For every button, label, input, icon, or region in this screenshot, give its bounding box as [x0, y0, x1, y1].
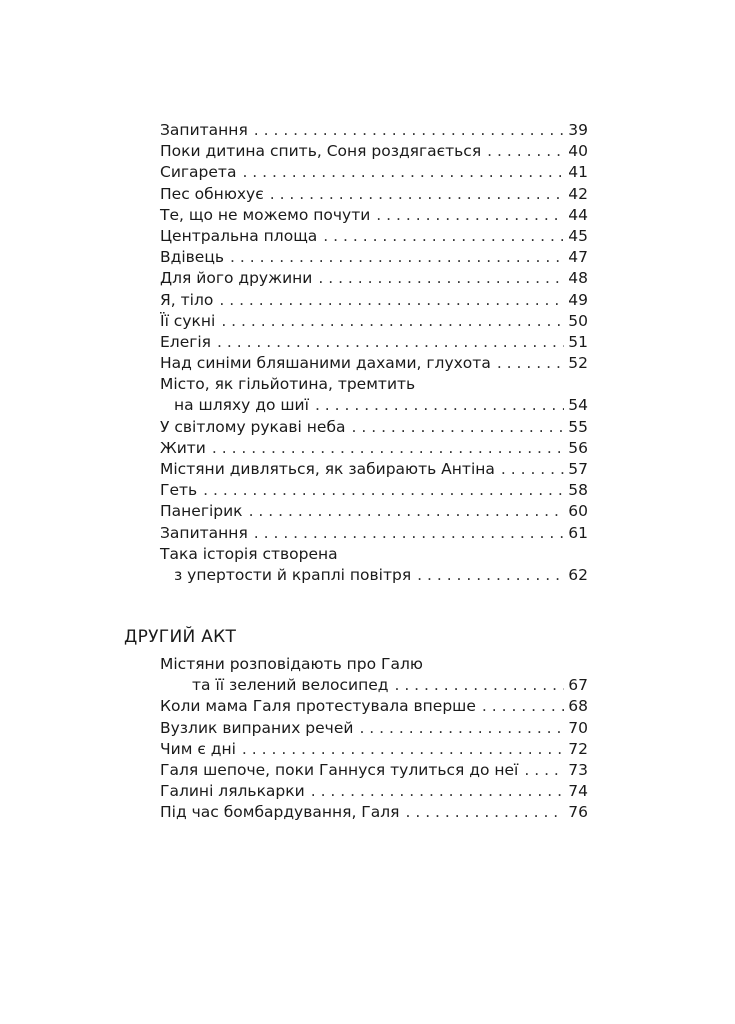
- toc-entry: [160, 696, 588, 717]
- toc-page-number: 61: [568, 523, 588, 542]
- dot-leader: [394, 675, 564, 696]
- toc-page-number: 62: [568, 565, 588, 584]
- dot-leader: [482, 696, 564, 717]
- dot-leader: [254, 523, 565, 544]
- toc-entry: [160, 417, 588, 438]
- toc-entry: [160, 141, 588, 162]
- toc-entry-title-continuation: на шляху до шиї: [174, 396, 309, 415]
- dot-leader: [497, 353, 564, 374]
- toc-entry-line: [160, 184, 588, 205]
- dot-leader: [359, 718, 564, 739]
- toc-entry-line: [160, 718, 588, 739]
- toc-entry-title: У світлому рукаві неба: [160, 417, 346, 436]
- toc-entry-title: Під час бомбардування, Галя: [160, 803, 400, 822]
- toc-entry: [160, 120, 588, 141]
- toc-page-number: 51: [568, 332, 588, 351]
- toc-entry-line: [160, 332, 588, 353]
- toc-entry-title: Я, тіло: [160, 290, 214, 309]
- toc-page-number: 52: [568, 354, 588, 373]
- toc-entry: [160, 247, 588, 268]
- toc-entry-line: [160, 438, 588, 459]
- toc-entry: [160, 523, 588, 544]
- toc-entry-title: Пес обнюхує: [160, 184, 264, 203]
- toc-entry-title: Її сукні: [160, 311, 216, 330]
- toc-entry-title: Те, що не можемо почути: [160, 205, 371, 224]
- toc-page-number: 47: [568, 248, 588, 267]
- toc-entry-title: Коли мама Галя протестувала вперше: [160, 697, 476, 716]
- toc-page-number: 73: [568, 760, 588, 779]
- toc-entry-title: Елегія: [160, 332, 212, 351]
- toc-page-number: 44: [568, 205, 588, 224]
- toc-entry-line: [160, 459, 588, 480]
- toc-page-number: 45: [568, 226, 588, 245]
- toc-entry-title-line: [160, 374, 588, 395]
- toc-entry-line: [160, 247, 588, 268]
- toc-entry-title-line: [160, 544, 588, 565]
- dot-leader: [217, 332, 564, 353]
- toc-entry: [160, 311, 588, 332]
- toc-page-number: 74: [568, 782, 588, 801]
- toc-entry-line: [160, 226, 588, 247]
- toc-entry-title-line: [160, 654, 588, 675]
- toc-entry: [160, 781, 588, 802]
- toc-entry-line: [160, 565, 588, 586]
- toc-entry-title-continuation: з упертости й краплі повітря: [174, 565, 412, 584]
- toc-entry-line: [160, 311, 588, 332]
- toc-entry-title: Вдівець: [160, 248, 225, 267]
- table-of-contents-part-2: [160, 654, 588, 824]
- toc-entry-title: Галині лялькарки: [160, 782, 305, 801]
- toc-page-number: 70: [568, 718, 588, 737]
- toc-entry: [160, 374, 588, 416]
- dot-leader: [406, 802, 565, 823]
- toc-entry-title: Для його дружини: [160, 269, 313, 288]
- toc-entry: [160, 760, 588, 781]
- toc-entry-title: Запитання: [160, 523, 248, 542]
- toc-page-number: 76: [568, 803, 588, 822]
- dot-leader: [352, 417, 565, 438]
- toc-entry-title: Така історія створена: [160, 544, 338, 563]
- toc-page-number: 60: [568, 502, 588, 521]
- toc-entry: [160, 501, 588, 522]
- toc-entry-line: [160, 501, 588, 522]
- toc-entry: [160, 162, 588, 183]
- toc-entry-title: Над синіми бляшаними дахами, глухота: [160, 354, 491, 373]
- toc-entry-title: Чим є дні: [160, 739, 236, 758]
- toc-entry-title: Вузлик випраних речей: [160, 718, 354, 737]
- toc-entry: [160, 353, 588, 374]
- dot-leader: [242, 739, 564, 760]
- dot-leader: [323, 226, 564, 247]
- dot-leader: [270, 184, 565, 205]
- dot-leader: [501, 459, 564, 480]
- toc-entry-line: [160, 417, 588, 438]
- toc-entry: [160, 205, 588, 226]
- toc-page-number: 50: [568, 311, 588, 330]
- dot-leader: [524, 760, 564, 781]
- toc-entry-line: [160, 205, 588, 226]
- dot-leader: [417, 565, 564, 586]
- toc-entry: [160, 290, 588, 311]
- toc-page-number: 42: [568, 184, 588, 203]
- dot-leader: [315, 395, 564, 416]
- toc-entry-title: Містяни дивляться, як забирають Антіна: [160, 460, 495, 478]
- toc-entry-line: [160, 523, 588, 544]
- toc-entry-title: Галя шепоче, поки Ганнуся тулиться до неї: [160, 760, 519, 779]
- toc-page-number: 72: [568, 739, 588, 758]
- toc-entry-line: [160, 781, 588, 802]
- toc-page-number: 54: [568, 396, 588, 415]
- toc-entry: [160, 459, 588, 480]
- dot-leader: [311, 781, 565, 802]
- dot-leader: [230, 247, 564, 268]
- dot-leader: [221, 311, 564, 332]
- toc-entry-title: Запитання: [160, 121, 248, 139]
- toc-entry: [160, 739, 588, 760]
- dot-leader: [376, 205, 564, 226]
- toc-entry-title: Місто, як гільйотина, тремтить: [160, 375, 416, 394]
- toc-page-number: 68: [568, 697, 588, 716]
- toc-entry-title: Містяни розповідають про Галю: [160, 655, 423, 673]
- toc-page-number: 55: [568, 417, 588, 436]
- toc-page-number: 40: [568, 142, 588, 161]
- toc-entry-line: [160, 162, 588, 183]
- toc-page-number: 49: [568, 290, 588, 309]
- toc-entry: [160, 544, 588, 586]
- dot-leader: [318, 268, 564, 289]
- toc-entry-title: Сигарета: [160, 163, 237, 182]
- toc-entry-title: Панегірик: [160, 502, 243, 521]
- dot-leader: [242, 162, 564, 183]
- toc-entry-line: [160, 739, 588, 760]
- toc-entry-line: [160, 480, 588, 501]
- toc-page-number: 57: [568, 460, 588, 478]
- toc-entry-line: [160, 395, 588, 416]
- toc-page-number: 56: [568, 438, 588, 457]
- toc-entry: [160, 802, 588, 823]
- toc-entry-line: [160, 141, 588, 162]
- toc-entry-line: [160, 802, 588, 823]
- toc-page-number: 67: [568, 676, 588, 695]
- table-of-contents-part-1: [160, 120, 588, 586]
- toc-entry-line: [160, 268, 588, 289]
- toc-entry-title: Поки дитина спить, Соня роздягається: [160, 142, 482, 161]
- dot-leader: [212, 438, 564, 459]
- toc-entry-title: Геть: [160, 481, 198, 500]
- toc-page-number: 41: [568, 163, 588, 182]
- toc-entry-title: Центральна площа: [160, 226, 318, 245]
- toc-entry-line: [160, 760, 588, 781]
- toc-entry-line: [160, 696, 588, 717]
- toc-entry-line: [160, 675, 588, 696]
- toc-page-number: 48: [568, 269, 588, 288]
- toc-entry-title-continuation: та її зелений велосипед: [192, 676, 389, 695]
- toc-page-number: 58: [568, 481, 588, 500]
- toc-page-number: 39: [568, 121, 588, 139]
- toc-entry-line: [160, 120, 588, 141]
- toc-entry-title: Жити: [160, 438, 206, 457]
- toc-entry: [160, 268, 588, 289]
- dot-leader: [219, 290, 564, 311]
- dot-leader: [249, 501, 565, 522]
- section-heading: ДРУГИЙ АКТ: [124, 627, 237, 647]
- toc-entry-line: [160, 353, 588, 374]
- toc-entry: [160, 332, 588, 353]
- toc-entry: [160, 480, 588, 501]
- dot-leader: [254, 120, 565, 141]
- toc-entry: [160, 184, 588, 205]
- toc-entry-line: [160, 290, 588, 311]
- toc-entry: [160, 226, 588, 247]
- dot-leader: [203, 480, 564, 501]
- dot-leader: [487, 141, 564, 162]
- toc-entry: [160, 718, 588, 739]
- toc-entry: [160, 438, 588, 459]
- toc-entry: [160, 654, 588, 696]
